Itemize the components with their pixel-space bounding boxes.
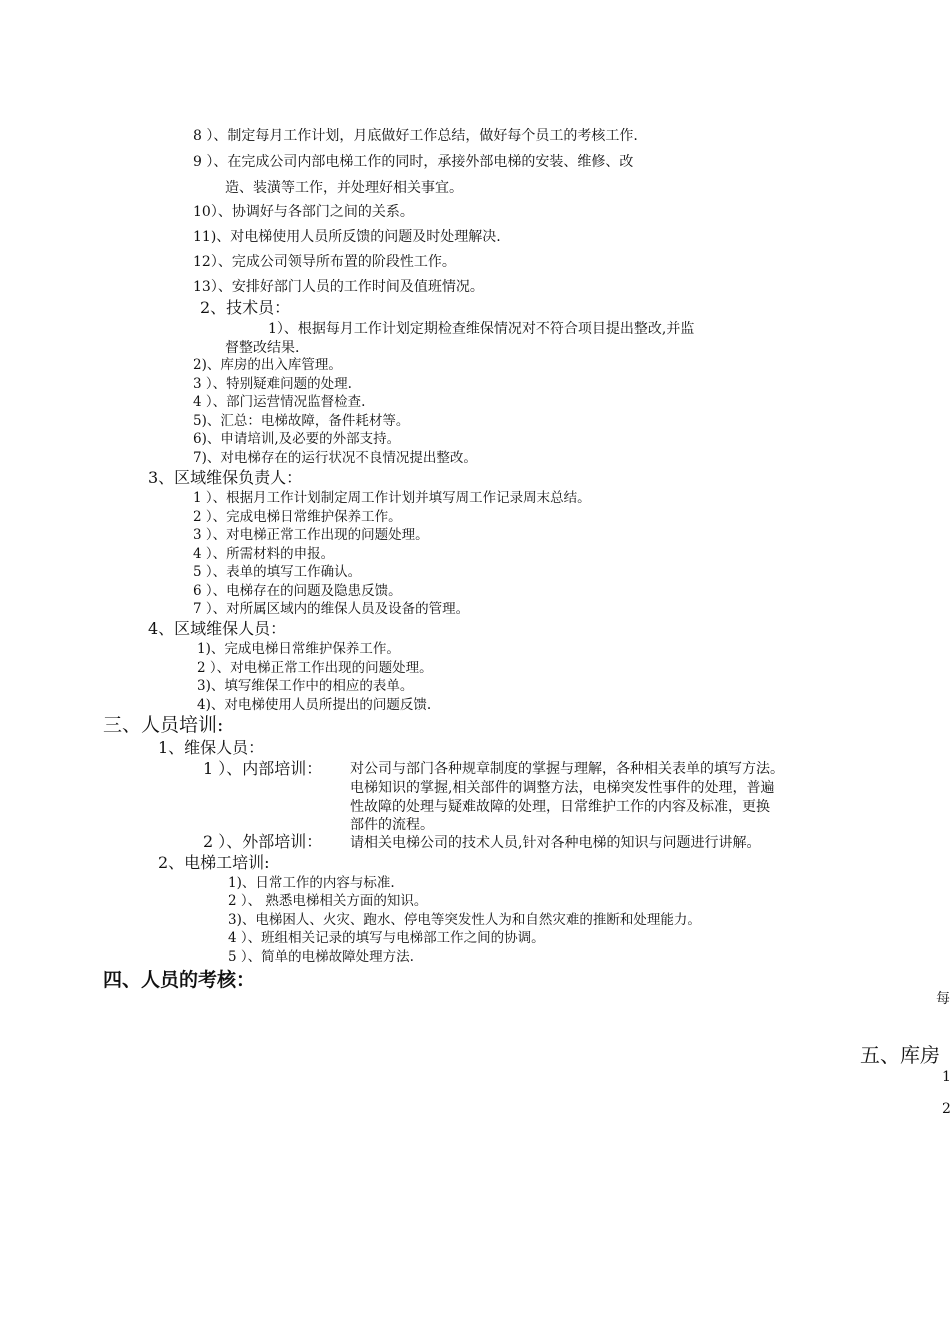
- region-staff-item-1: 1)、完成电梯日常维护保养工作。: [197, 641, 400, 657]
- technician-item-6: 6)、申请培训,及必要的外部支持。: [193, 431, 401, 447]
- region-staff-item-2: 2 ）、对电梯正常工作出现的问题处理。: [197, 660, 433, 676]
- region-lead-item-7: 7 ）、对所属区域内的维保人员及设备的管理。: [193, 601, 470, 617]
- assessment-heading: 四、人员的考核：: [103, 969, 256, 991]
- internal-training-label: 1 ）、内部培训：: [203, 759, 323, 778]
- region-lead-item-2: 2 ）、完成电梯日常维护保养工作。: [193, 509, 402, 525]
- duty-item-10: 10）、协调好与各部门之间的关系。: [193, 204, 414, 220]
- region-staff-item-4: 4)、对电梯使用人员所提出的问题反馈.: [197, 697, 432, 713]
- elevator-training-item-5: 5 ）、简单的电梯故障处理方法.: [228, 949, 414, 965]
- duty-item-9-line1: 9 ）、在完成公司内部电梯工作的同时，承接外部电梯的安装、维修、改: [193, 154, 634, 170]
- elevator-training-item-2: 2 ）、 熟悉电梯相关方面的知识。: [228, 893, 428, 909]
- region-lead-item-3: 3 ）、对电梯正常工作出现的问题处理。: [193, 527, 429, 543]
- internal-training-line3: 性故障的处理与疑难故障的处理，日常维护工作的内容及标准，更换: [350, 799, 770, 815]
- external-training-label: 2 ）、外部培训：: [203, 832, 323, 851]
- duty-item-12: 12）、完成公司领导所布置的阶段性工作。: [193, 254, 456, 270]
- duty-item-11: 11)、对电梯使用人员所反馈的问题及时处理解决.: [193, 229, 501, 245]
- region-lead-item-6: 6 ）、电梯存在的问题及隐患反馈。: [193, 583, 402, 599]
- internal-training-line4: 部件的流程。: [350, 817, 434, 833]
- warehouse-heading: 五、库房: [860, 1043, 940, 1067]
- elevator-training-item-4: 4 ）、班组相关记录的填写与电梯部工作之间的协调。: [228, 930, 545, 946]
- region-staff-item-3: 3)、填写维保工作中的相应的表单。: [197, 678, 414, 694]
- training-maint-heading: 1、维保人员：: [158, 738, 265, 757]
- technician-item-2: 2)、库房的出入库管理。: [193, 357, 342, 373]
- technician-heading: 2、技术员：: [200, 298, 291, 317]
- technician-item-5: 5)、汇总：电梯故障，备件耗材等。: [193, 413, 410, 429]
- assessment-cut-text: 每: [936, 991, 950, 1007]
- region-lead-heading: 3、区域维保负责人：: [148, 468, 303, 487]
- internal-training-line2: 电梯知识的掌握,相关部件的调整方法，电梯突发性事件的处理，普遍: [350, 780, 775, 796]
- warehouse-cut-item-1: 1: [942, 1069, 951, 1085]
- region-lead-item-1: 1 ）、根据月工作计划制定周工作计划并填写周工作记录周末总结。: [193, 490, 591, 506]
- technician-item-3: 3 ）、特别疑难问题的处理.: [193, 376, 352, 392]
- technician-item-1-line2: 督整改结果.: [225, 340, 300, 356]
- region-lead-item-4: 4 ）、所需材料的申报。: [193, 546, 335, 562]
- duty-item-9-line2: 造、装潢等工作，并处理好相关事宜。: [225, 180, 463, 196]
- elevator-worker-training-heading: 2、电梯工培训:: [158, 853, 270, 872]
- duty-item-13: 13）、安排好部门人员的工作时间及值班情况。: [193, 279, 484, 295]
- technician-item-7: 7)、对电梯存在的运行状况不良情况提出整改。: [193, 450, 477, 466]
- warehouse-cut-item-2: 2: [942, 1101, 951, 1117]
- technician-item-4: 4 ）、部门运营情况监督检查.: [193, 394, 366, 410]
- duty-item-8: 8 ）、制定每月工作计划，月底做好工作总结，做好每个员工的考核工作.: [193, 128, 638, 144]
- technician-item-1-line1: 1）、根据每月工作计划定期检查维保情况对不符合项目提出整改,并监: [268, 321, 695, 337]
- training-heading: 三、人员培训:: [103, 714, 224, 736]
- internal-training-line1: 对公司与部门各种规章制度的掌握与理解，各种相关表单的填写方法。: [350, 761, 784, 777]
- region-staff-heading: 4、区域维保人员：: [148, 619, 287, 638]
- elevator-training-item-3: 3)、电梯困人、火灾、跑水、停电等突发性人为和自然灾难的推断和处理能力。: [228, 912, 701, 928]
- elevator-training-item-1: 1)、日常工作的内容与标准.: [228, 875, 395, 891]
- region-lead-item-5: 5 ）、表单的填写工作确认。: [193, 564, 362, 580]
- external-training-text: 请相关电梯公司的技术人员,针对各种电梯的知识与问题进行讲解。: [350, 835, 761, 851]
